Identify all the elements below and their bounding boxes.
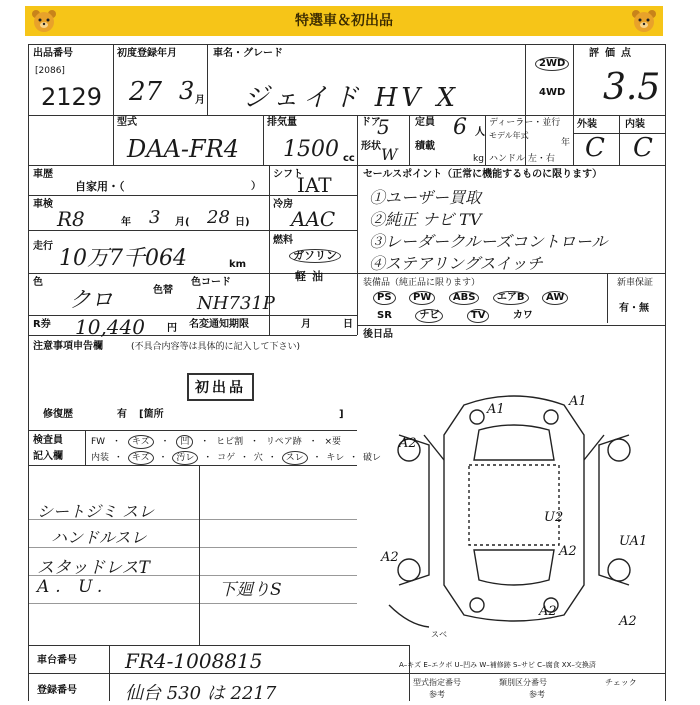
handle-label: ハンドル 左・右 [489,154,555,164]
note-line-5: 下廻りS [219,580,282,600]
note-line-4: A. U. [37,577,109,597]
auction-sheet: 出品番号 [2086] 2129 初度登録年月 27 3 月 車名・グレード ジェイド HV X 2WD 4WD 評価点 3.5 型式 DAA-FR4 排気量 1500 cc ドア 5 形状 W 定員 6 人 積載 kg ディーラー・並行 モデル年式 年 ハンドル 左・右 外装 内装 C C 車歴 自家用・（ ） シフト IAT 車検 R8 年 3 月( 28 日) 冷房 AAC 走行 10万7千064 km 燃料 ガソリン 軽油 色 クロ 色替 色コード NH731P R券 10,440 円 名変通知期限 月 日 注意事項申告欄 (不具合内容等は具体的に記入して下さい) 初出品 修復歴 有 [箇所 ] 検査員 記入欄 FW ・ キズ ・ 凹 ・ ヒビ割 ・ リペア跡 ・ ×要 内装 ・ キズ ・ 汚レ ・ コゲ ・ 穴 ・ スレ ・ キレ ・ 破レ シートジミ スレ ハンドルスレ スタッドレスT A. U. 下廻りS セールスポイント（正常に機能するものに限ります） ①ユーザー買取 ②純正 ナビ TV ③レーダークルーズコントロール ④ステアリングスイッチ 装備品（純正品に限ります） PS PW ABS エアB AW SR ナビ TV カワ 新車保証 有・無 後日品 A1 A1 A2 A2 U2 UA1 A2 A2 A2 スベ A–キズ E–エクボ U–凹み W–補修跡 S–サビ C–腐食 XX–交換済 車台番号 FR4-1008815 登録番号 仙台 530 は 2217 型式指定番号 類別区分番号 参考 参考 チェック [28,44,666,701]
chassis-label: 車台番号 [37,655,77,666]
insp-rub: スレ [282,451,308,465]
check-label: チェック [605,678,637,687]
spec-label: 型式指定番号 [413,678,461,687]
fuel-diesel: 軽油 [295,270,329,283]
name-change-day: 日 [343,319,353,330]
dealer-label: ディーラー・並行 [489,118,561,128]
header-banner [25,6,663,36]
shift-label: シフト [273,169,303,180]
sales-point-4: ④ステアリングスイッチ [369,254,543,273]
usage-value: 自家用・（ [75,180,125,193]
doors-label: ドア [361,117,381,128]
mark-left-rear: A2 [381,550,399,565]
mark-center: U2 [544,510,564,525]
displacement-label: 排気量 [267,117,297,128]
load-unit: kg [473,154,484,164]
damage-legend: A–キズ E–エクボ U–凹み W–補修跡 S–サビ C–腐食 XX–交換済 [399,661,596,669]
insp-interior: 内装 [91,453,110,463]
inspection-era: R8 [57,207,85,231]
type-label: 型式 [117,117,137,128]
color-code-label: 色コード [191,277,231,288]
exterior-label: 外装 [577,119,597,130]
equip-abs: ABS [449,291,480,305]
insp-cut: キレ [326,453,345,463]
inspection-label: 車検 [33,199,53,210]
usage-label: 車歴 [33,169,53,180]
later-items-label: 後日品 [363,329,393,340]
mark-slip: スベ [431,630,447,639]
name-change-label: 名変通知期限 [189,319,249,330]
equip-leather: カワ [512,310,533,321]
displacement-value: 1500 [283,137,339,162]
insp-int-dirt: 汚レ [172,451,198,465]
equip-aw: AW [542,291,568,305]
fuel-gasoline: ガソリン [289,249,341,263]
interior-value: C [633,133,653,163]
sales-point-1: ①ユーザー買取 [369,188,482,207]
equip-airbag: エアB [493,291,529,305]
mark-rear-right: A2 [619,614,637,629]
insp-fw: FW [91,437,106,447]
recycle-label: R券 [33,319,51,330]
note-line-3: スタッドレスT [37,558,150,578]
recycle-value: 10,440 [75,315,145,339]
ac-value: AAC [291,207,336,231]
insp-scratch: キズ [128,435,154,449]
model-year-label: モデル年式 [489,131,529,140]
insp-hole: 穴 [253,453,263,463]
inspection-day: 28 [207,207,230,228]
inspection-year-unit: 年 [121,217,131,228]
insp-repair: リペア跡 [265,437,302,447]
chassis-value: FR4-1008815 [125,649,263,673]
capacity-label: 定員 [415,117,435,128]
insp-burn: コゲ [217,453,236,463]
reg-no-value: 仙台 530 は 2217 [125,683,277,704]
color-swap-label: 色替 [153,285,173,296]
cat-label: 類別区分番号 [499,678,547,687]
inspector-label: 検査員 [33,435,63,446]
type-value: DAA-FR4 [127,135,240,163]
drive-4wd: 4WD [539,87,566,98]
page-title: 特選車＆初出品 [295,13,393,29]
ref-label: 参考 [429,690,445,699]
repair-close: ] [339,409,344,420]
mark-front-right: A1 [569,394,587,409]
ref-label-2: 参考 [529,690,545,699]
repair-place: [箇所 [139,409,164,420]
rating-label: 評価点 [589,48,637,59]
note-line-2: ハンドルスレ [51,528,147,547]
capacity-value: 6 [453,115,467,140]
lot-subcode: [2086] [35,66,65,76]
insp-dent: 凹 [176,435,193,449]
insp-torn: 破レ [362,453,381,463]
equipment-label: 装備品（純正品に限ります） [363,278,481,288]
first-reg-label: 初度登録年月 [117,48,177,59]
color-value: クロ [69,288,114,313]
first-reg-month: 3 [179,77,195,105]
equip-pw: PW [409,291,435,305]
mileage-unit: km [229,259,247,270]
mark-left-front: A2 [399,436,417,451]
equip-sr: SR [377,310,392,321]
notes-label: 注意事項申告欄 [33,341,103,352]
drive-2wd: 2WD [535,57,569,71]
mark-front-left: A1 [487,402,505,417]
equip-ps: PS [373,291,396,305]
ac-label: 冷房 [273,199,293,210]
shape-label: 形状 [361,141,381,152]
model-value: ジェイド HV X [243,83,459,113]
model-year-unit: 年 [561,138,571,148]
warranty-value: 有・無 [619,303,649,314]
name-change-month: 月 [301,319,311,330]
equip-navi: ナビ [415,309,443,323]
repair-label: 修復歴 [43,409,73,420]
rating-value: 3.5 [603,67,661,108]
load-label: 積載 [415,141,435,152]
model-label: 車名・グレード [213,48,283,59]
equip-tv: TV [467,309,490,323]
color-label: 色 [33,277,43,288]
lot-label: 出品番号 [33,48,73,59]
mark-right-rear: UA1 [619,534,648,549]
sales-points-label: セールスポイント（正常に機能するものに限ります） [363,169,603,180]
shift-value: IAT [297,173,332,197]
warranty-label: 新車保証 [617,278,654,288]
usage-close: ） [251,181,261,192]
inspection-month-unit: 月( [175,217,190,228]
interior-label: 内装 [625,119,645,130]
mileage-label: 走行 [33,241,53,252]
color-code-value: NH731P [197,293,275,314]
inspection-month: 3 [149,207,161,228]
first-listing-stamp: 初出品 [187,373,254,401]
insp-int-scratch: キズ [128,451,154,465]
first-reg-month-unit: 月 [195,95,205,106]
repair-value: 有 [117,409,127,420]
fuel-label: 燃料 [273,235,293,246]
entry-label: 記入欄 [33,451,63,462]
displacement-unit: cc [343,153,355,164]
capacity-unit: 人 [475,127,485,138]
reg-no-label: 登録番号 [37,685,77,696]
note-line-1: シートジミ スレ [37,502,155,521]
insp-crack: ヒビ割 [216,437,244,447]
notes-sub: (不具合内容等は具体的に記入して下さい) [131,342,301,352]
shape-value: W [381,145,398,164]
mark-right-side: A2 [559,544,577,559]
mileage-value: 10万7千064 [59,246,187,271]
insp-req: ×要 [324,437,341,447]
bear-mascot-icon [31,9,57,33]
doors-value: 5 [377,115,390,139]
inspection-day-unit: 日) [235,217,250,228]
car-damage-diagram [369,365,659,645]
lot-number: 2129 [41,83,103,111]
mark-rear: A2 [539,604,557,619]
sales-point-3: ③レーダークルーズコントロール [369,232,608,251]
bear-mascot-icon [631,9,657,33]
recycle-unit: 円 [167,323,177,334]
sales-point-2: ②純正 ナビ TV [369,210,482,229]
exterior-value: C [585,133,605,163]
first-reg-year: 27 [129,77,163,107]
